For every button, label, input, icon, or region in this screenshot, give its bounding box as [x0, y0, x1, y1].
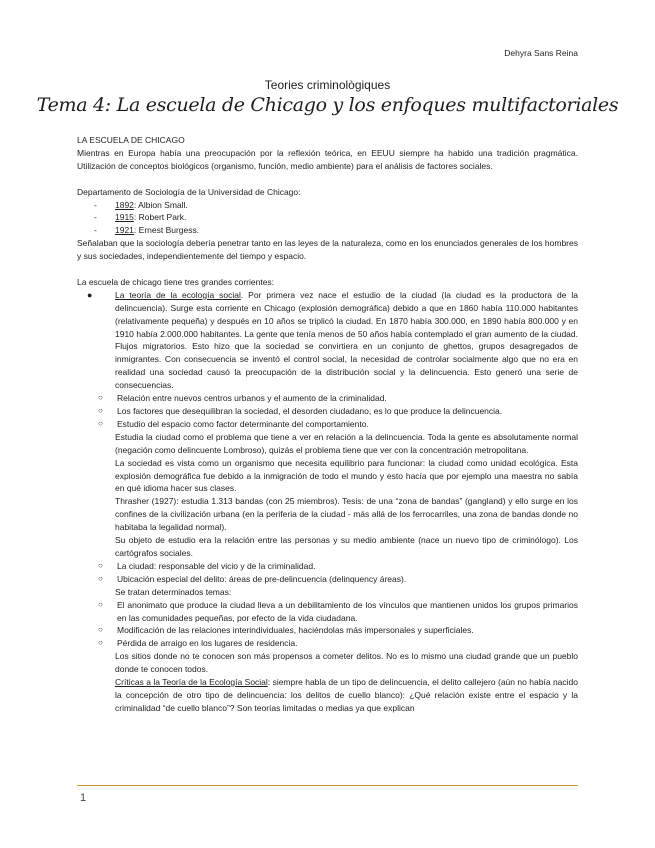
paragraph: Estudia la ciudad como el problema que tiene a ver en relación a la delincuencia. Toda la gente es absolutamente normal (negación como delincuente Lombroso), quizás el problema tiene que ver con la concentración metropolitana. — [115, 431, 578, 455]
circle-bullet-icon: ○ — [98, 625, 103, 635]
paragraph: Thrasher (1927): estudia 1.313 bandas (con 25 miembros). Tesis: de una “zona de bandas” (gangland) y ello surge en los confines de la civilización urbana (en la periferia de la ciudad - más allá de los ferrocarriles, una zona de bandas donde no habitaba la legalidad normal). — [115, 496, 578, 533]
circle-bullet-icon: ○ — [98, 393, 103, 403]
circle-bullet-icon: ○ — [98, 560, 103, 570]
paragraph: La escuela de chicago tiene tres grandes corrientes: — [77, 276, 275, 287]
paragraph: La sociedad es vista como un organismo que necesita equilibrio para funcionar: la ciudad como unidad ecológica. Esta explosión demográfica fue debido a la inmigración de todo el mundo y esto hacía que por ejemplo una maestra no sabía en qué idioma hacer sus clases. — [115, 457, 578, 494]
author-name: Dehyra Sans Reina — [504, 48, 578, 58]
person: : Robert Park. — [133, 212, 187, 223]
paragraph: Mientras en Europa había una preocupación por la reflexión teórica, en EEUU siempre ha habido una tradición pragmática. Utilización de conceptos biológicos (organismo, función, medio ambiente) para el análisis de factores sociales. — [77, 147, 578, 171]
document-body — [77, 134, 578, 715]
paragraph: Los sitios donde no te conocen son más propensos a cometer delitos. No es lo mismo una ciudad grande que un pueblo donde te conocen todos. — [115, 651, 578, 675]
sub-list — [77, 599, 578, 651]
year: 1921 — [115, 225, 134, 236]
course-subtitle: Teories criminològiques — [264, 78, 391, 92]
list-item: ○ La ciudad: responsable del vicio y de la criminalidad. — [98, 560, 316, 571]
person: : Ernest Burgess. — [133, 225, 200, 236]
ecology-theory-link: La teoría de la ecología social — [115, 289, 241, 300]
list-item: ○ Estudio del espacio como factor determinante del comportamiento. — [98, 418, 369, 429]
list-item: ○ Relación entre nuevos centros urbanos y el aumento de la criminalidad. — [98, 393, 387, 404]
sub-list — [77, 560, 578, 586]
circle-bullet-icon: ○ — [98, 599, 103, 609]
document-title: Tema 4: La escuela de Chicago y los enfoques multifactoriales — [36, 94, 619, 116]
year: 1892 — [115, 199, 134, 210]
list-item: ○ Modificación de las relaciones interindividuales, haciéndolas más impersonales y superficiales. — [98, 625, 474, 636]
circle-bullet-icon: ○ — [98, 418, 103, 428]
paragraph: Departamento de Sociología de la Universidad de Chicago: — [77, 186, 301, 197]
founders-list — [77, 199, 578, 238]
page-number: 1 — [80, 792, 87, 804]
paragraph: Se tratan determinados temas: — [115, 586, 232, 597]
list-item — [77, 224, 578, 237]
sub-list — [77, 392, 578, 431]
list-item: ○ Los factores que desequilibran la sociedad, el desorden ciudadano, es lo que produce la delincuencia. — [98, 406, 503, 416]
circle-bullet-icon: ○ — [98, 638, 103, 648]
section-heading: LA ESCUELA DE CHICAGO — [77, 135, 185, 145]
footer-rule — [77, 785, 578, 786]
bullet-item — [77, 289, 578, 392]
circle-bullet-icon: ○ — [98, 573, 103, 583]
list-item: ○ Pérdida de arraigo en los lugares de residencia. — [98, 638, 298, 649]
bullet-icon: ● — [87, 289, 93, 300]
paragraph: . Por primera vez nace el estudio de la ciudad (la ciudad es la productora de la delincuencia). Surge esta corriente en Chicago (explosión demográfica) debido a que en 1860 había 110.000 habitantes (relativamente pequeña) y después en 10 años se triplicó la ciudad. En 1870 había 300.000, en 1890 había 800.000 y en 1910 había 2.000.000 habitantes. La gente que tenía menos de 50 años había contemplado el gran aumento de la ciudad. Flujos migratorios. Esto hizo que la sociedad se convirtiera en un conjunto de ghettos, grupos desagregados de inmigrantes. Con consecuencia se inventó el control social, la necesidad de controlar socialmente algo que no era en realidad una sociedad causó la preocupación de la distribución social y la delincuencia. Esto generó una serie de consecuencias. — [115, 289, 578, 391]
list-item — [77, 211, 578, 224]
critiques-link: Críticas a la Teoría de la Ecología Social — [115, 677, 268, 688]
person: : Albion Small. — [133, 199, 188, 210]
paragraph: Su objeto de estudio era la relación entre las personas y su medio ambiente (nace un nuevo tipo de criminólogo). Los cartógrafos sociales. — [115, 535, 578, 558]
paragraph: Señalaban que la sociología debería penetrar tanto en las leyes de la naturaleza, como en los enunciados generales de los hombres y sus sociedades, independientemente del tiempo y espacio. — [77, 238, 578, 262]
paragraph: : siempre habla de un tipo de delincuencia, el delito callejero (aún no había nacido la concepción de otro tipo de delincuencia: los delitos de cuello blanco): ¿Qué relación existe entre el espacio y la criminalidad “de cuello blanco”? Son teorías limitadas o medias ya que explican — [115, 677, 578, 713]
list-item: ○ El anonimato que produce la ciudad lleva a un debilitamiento de los vínculos que mantienen unidos los grupos primarios en las comunidades pequeñas, por efecto de la vida ciudadana. — [98, 599, 578, 623]
list-item: ○ Ubicación especial del delito: áreas de pre-delincuencia (delinquency áreas). — [98, 573, 407, 584]
year: 1915 — [115, 212, 134, 223]
circle-bullet-icon: ○ — [98, 406, 103, 415]
list-item — [77, 199, 578, 212]
